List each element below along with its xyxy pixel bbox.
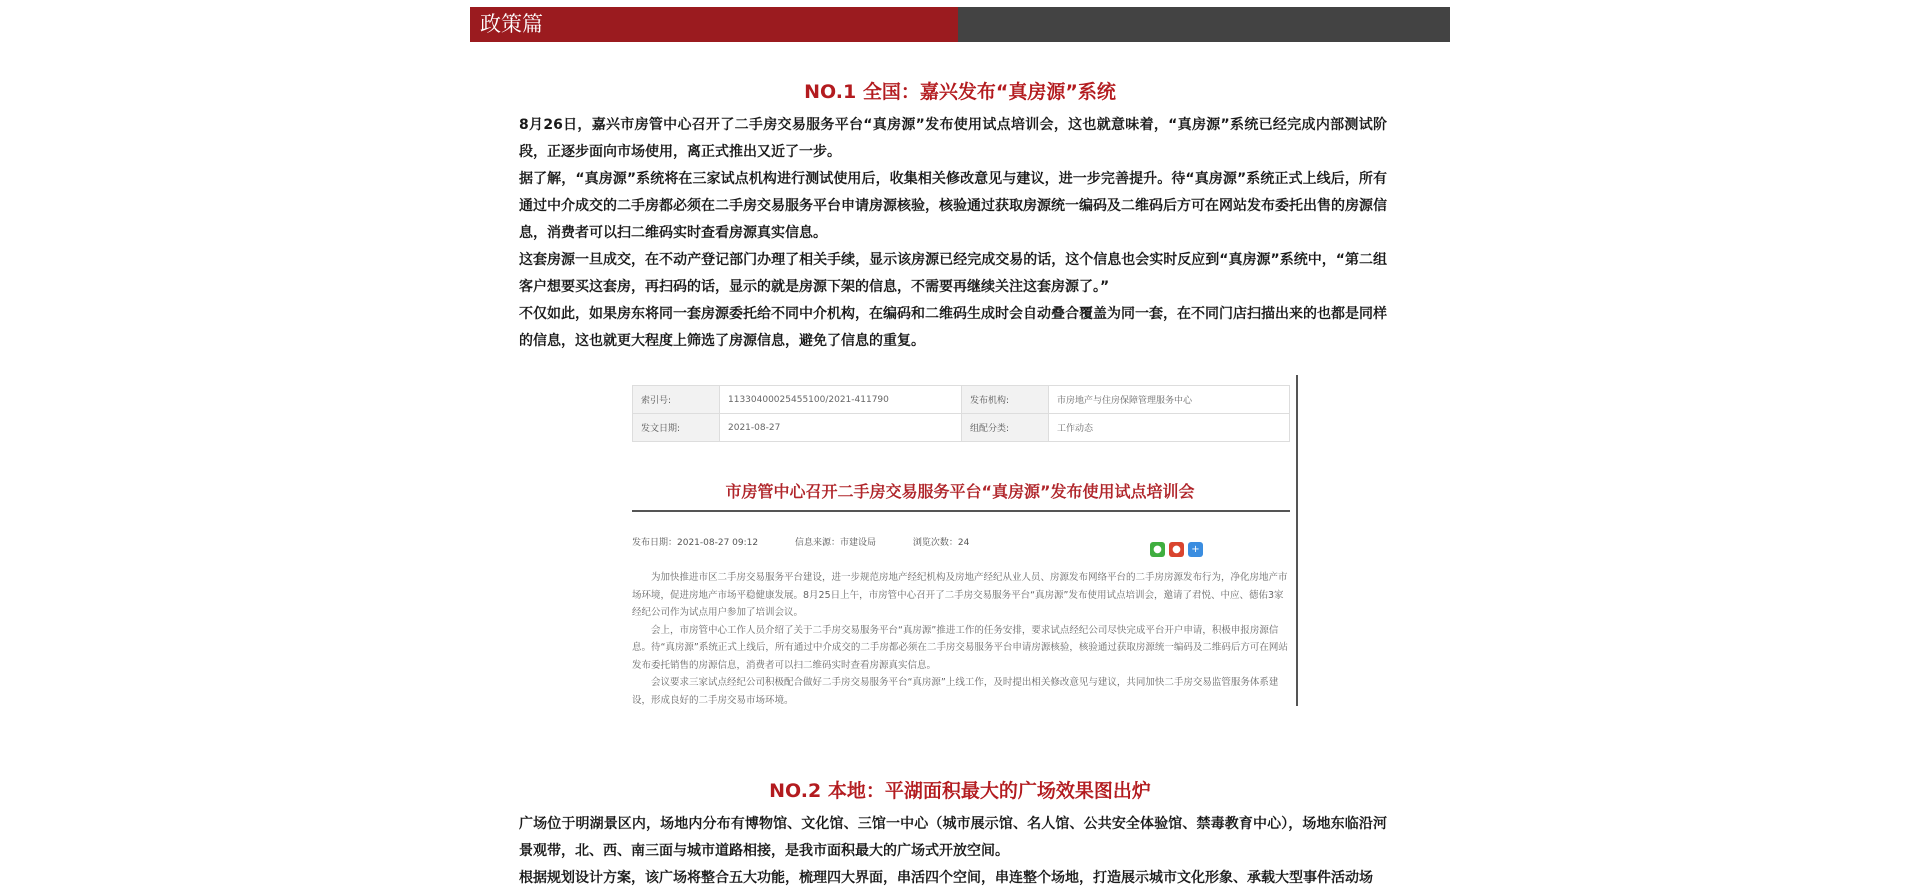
article2-paragraph-2: 根据规划设计方案，该广场将整合五大功能，梳理四大界面，串活四个空间，串连整个场地，打造展示城市文化形象、承载大型事件活动场 bbox=[519, 870, 1373, 886]
date-label: 发文日期: bbox=[633, 414, 720, 442]
article2-heading: NO.2 本地：平湖面积最大的广场效果图出炉 bbox=[769, 780, 1151, 802]
title-divider bbox=[632, 510, 1290, 512]
news-body-paragraph-3: 会议要求三家试点经纪公司积极配合做好二手房交易服务平台“真房源”上线工作，及时提出相关修改意见与建议，共同加快二手房交易监管服务体系建设，形成良好的二手房交易市场环境。 bbox=[632, 677, 1279, 706]
publish-time: 发布日期：2021-08-27 09:12 bbox=[632, 538, 759, 548]
publisher-value: 市房地产与住房保障管理服务中心 bbox=[1049, 386, 1290, 414]
news-body-paragraph-2: 会上，市房管中心工作人员介绍了关于二手房交易服务平台“真房源”推进工作的任务安排，要求试点经纪公司尽快完成平台开户申请，积极申报房源信息。待“真房源”系统正式上线后，所有通过中介成交的二手房都必须在二手房交易服务平台申请房源核验，核验通过获取房源统一编码及二维码后方可在网站发布委托销售的房源信息，消费者可以扫二维码实时查看房源真实信息。 bbox=[632, 624, 1288, 671]
wechat-share-icon[interactable]: ● bbox=[1150, 542, 1165, 557]
more-share-icon[interactable]: + bbox=[1188, 542, 1203, 557]
publisher-label: 发布机构: bbox=[962, 386, 1049, 414]
section-title: 政策篇 bbox=[470, 7, 958, 42]
section-bar-filler bbox=[958, 7, 1450, 42]
article1-heading: NO.1 全国：嘉兴发布“真房源”系统 bbox=[804, 81, 1116, 103]
news-body bbox=[632, 569, 1290, 706]
info-source: 信息来源：市建设局 bbox=[794, 538, 876, 548]
index-label: 索引号: bbox=[633, 386, 720, 414]
section-header-bar bbox=[470, 7, 1450, 42]
weibo-share-icon[interactable]: ● bbox=[1169, 542, 1184, 557]
article1-paragraph-4: 不仅如此，如果房东将同一套房源委托给不同中介机构，在编码和二维码生成时会自动叠合覆盖为同一套，在不同门店扫描出来的也都是同样的信息，这也就更大程度上筛选了房源信息，避免了信息的重复。 bbox=[519, 306, 1387, 349]
share-buttons bbox=[1150, 542, 1203, 557]
news-body-paragraph-1: 为加快推进市区二手房交易服务平台建设，进一步规范房地产经纪机构及房地产经纪从业人员、房源发布网络平台的二手房房源发布行为，净化房地产市场环境，促进房地产市场平稳健康发展。8月25日上午，市房管中心召开了二手房交易服务平台“真房源”发布使用试点培训会，邀请了君悦、中应、德佑3家经纪公司作为试点用户参加了培训会议。 bbox=[632, 572, 1288, 618]
category-label: 组配分类: bbox=[962, 414, 1049, 442]
category-value: 工作动态 bbox=[1049, 414, 1290, 442]
article1-paragraph-2: 据了解，“真房源”系统将在三家试点机构进行测试使用后，收集相关修改意见与建议，进一步完善提升。待“真房源”系统正式上线后，所有通过中介成交的二手房都必须在二手房交易服务平台申请房源核验，核验通过获取房源统一编码及二维码后方可在网站发布委托出售的房源信息，消费者可以扫二维码实时查看房源真实信息。 bbox=[519, 171, 1387, 241]
news-screenshot bbox=[630, 375, 1298, 706]
document-info-table bbox=[632, 385, 1290, 442]
view-count: 浏览次数：24 bbox=[912, 538, 970, 548]
news-title: 市房管中心召开二手房交易服务平台“真房源”发布使用试点培训会 bbox=[725, 482, 1195, 501]
article1-paragraph-1: 8月26日，嘉兴市房管中心召开了二手房交易服务平台“真房源”发布使用试点培训会，这也就意味着，“真房源”系统已经完成内部测试阶段，正逐步面向市场使用，离正式推出又近了一步。 bbox=[519, 117, 1387, 160]
news-meta bbox=[632, 535, 1032, 548]
date-value: 2021-08-27 bbox=[720, 414, 962, 442]
article2-paragraph-1: 广场位于明湖景区内，场地内分布有博物馆、文化馆、三馆一中心（城市展示馆、名人馆、公共安全体验馆、禁毒教育中心），场地东临沿河景观带，北、西、南三面与城市道路相接，是我市面积最大的广场式开放空间。 bbox=[519, 816, 1387, 859]
article1-paragraph-3: 这套房源一旦成交，在不动产登记部门办理了相关手续，显示该房源已经完成交易的话，这个信息也会实时反应到“真房源”系统中，“第二组客户想要买这套房，再扫码的话，显示的就是房源下架的信息，不需要再继续关注这套房源了。” bbox=[519, 252, 1387, 295]
index-value: 11330400025455100/2021-411790 bbox=[720, 386, 962, 414]
